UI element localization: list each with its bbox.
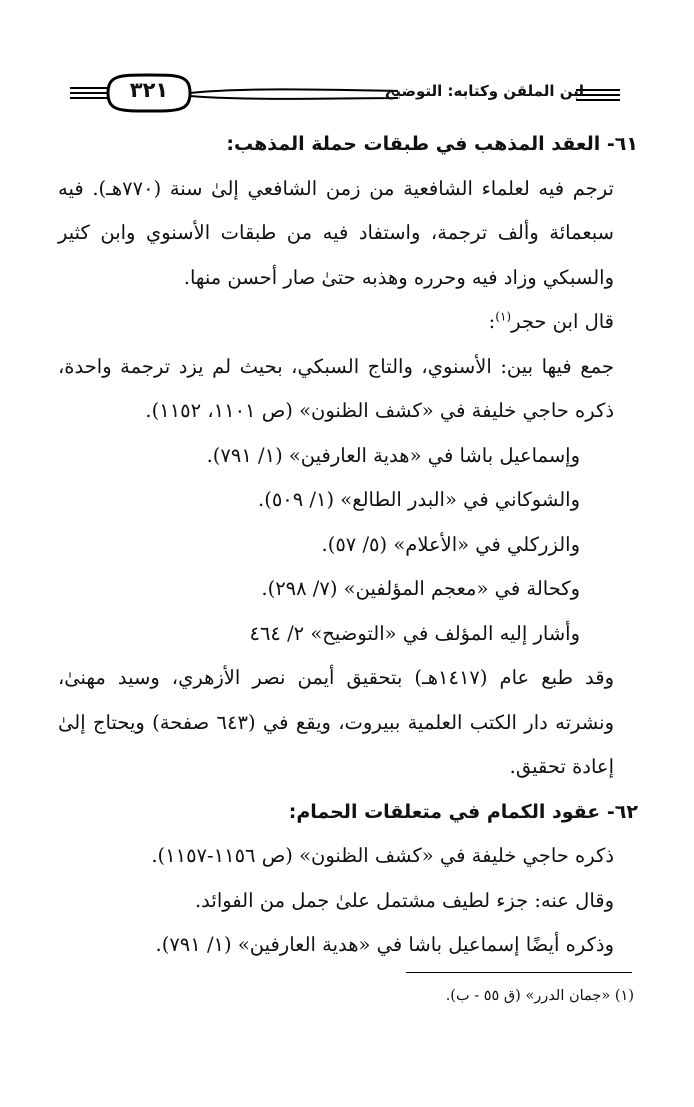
entry-heading-62: ٦٢- عقود الكمام في متعلقات الحمام: <box>288 800 638 823</box>
reference-line: وإسماعيل باشا في «هدية العارفين» (١/ ٧٩١). <box>206 443 580 467</box>
reference-line: والزركلي في «الأعلام» (٥/ ٥٧). <box>321 532 580 556</box>
quote-intro <box>58 300 638 345</box>
running-header <box>68 72 624 116</box>
reference-line: وكحالة في «معجم المؤلفين» (٧/ ٢٩٨). <box>261 577 580 600</box>
reference-line: والشوكاني في «البدر الطالع» (١/ ٥٠٩). <box>258 488 580 511</box>
page-number: ٣٢١ <box>129 78 169 102</box>
reference-line: وأشار إليه المؤلف في «التوضيح» ٢/ ٤٦٤ <box>249 621 580 645</box>
main-text <box>58 122 638 968</box>
footnote-separator <box>406 972 632 973</box>
reference-line: وقال عنه: جزء لطيف مشتمل علىٰ جمل من الفوائد. <box>194 888 614 912</box>
entry-heading-61: ٦١- العقد المذهب في طبقات حملة المذهب: <box>226 133 638 155</box>
quote-intro-colon: : <box>488 310 496 333</box>
header-title: ابن الملقن وكتابه: التوضيح <box>384 82 584 100</box>
reference-line: ذكره حاجي خليفة في «كشف الظنون» (ص ١١٥٦-١١٥٧). <box>151 844 614 867</box>
paragraph: جمع فيها بين: الأسنوي، والتاج السبكي، بحيث لم يزد ترجمة واحدة، ذكره حاجي خليفة في «كشف الظنون» (ص ١١٠١، ١١٥٢). <box>58 354 614 422</box>
paragraph: ترجم فيه لعلماء الشافعية من زمن الشافعي إلىٰ سنة (٧٧٠هـ). فيه سبعمائة وألف ترجمة، واستفاد فيه من طبقات الأسنوي وابن كثير والسبكي وزاد فيه وحرره وهذبه حتىٰ صار أحسن منها. <box>58 176 614 289</box>
footnote-ref: (١) <box>495 309 512 324</box>
footnote: (١) «جمان الدرر» (ق ٥٥ - ب). <box>445 988 634 1004</box>
paragraph: وقد طبع عام (١٤١٧هـ) بتحقيق أيمن نصر الأزهري، وسيد مهنىٰ، ونشرته دار الكتب العلمية ببيروت، ويقع في (٦٤٣ صفحة) ويحتاج إلىٰ إعادة تحقيق. <box>58 666 615 778</box>
quote-intro-text: قال ابن حجر <box>511 310 614 333</box>
reference-line: وذكره أيضًا إسماعيل باشا في «هدية العارفين» (١/ ٧٩١). <box>155 933 614 956</box>
